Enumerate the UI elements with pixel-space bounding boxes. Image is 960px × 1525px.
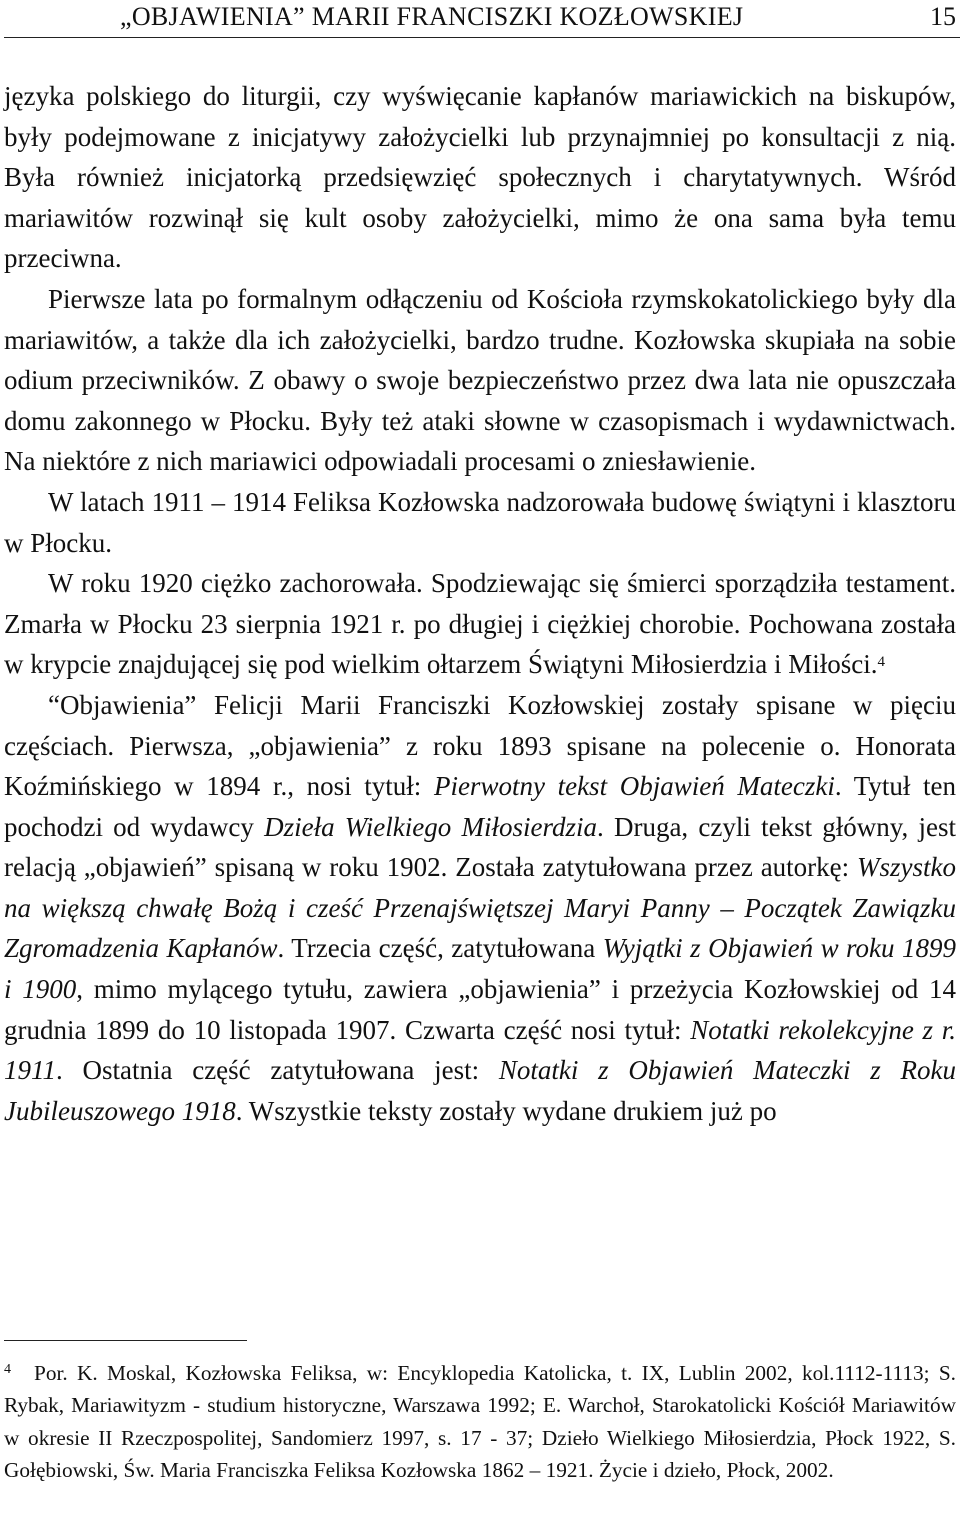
running-header	[0, 0, 960, 50]
paragraph-1: języka polskiego do liturgii, czy wyświęcanie kapłanów mariawickich na biskupów, były podejmowane z inicjatywy założycielki lub przynajmniej po konsultacji z nią. Była również inicjatorką przedsięwzięć społecznych i charytatywnych. Wśród mariawitów rozwinął się kult osoby założycielki, mimo że ona sama była temu przeciwna.	[4, 81, 956, 274]
title-notatki-rekolekcyjne: Notatki rekolekcyjne z r. 1911	[4, 1014, 956, 1086]
footnote-rule	[4, 1340, 247, 1341]
running-head-title: „OBJAWIENIA” MARII FRANCISZKI KOZŁOWSKIEJ	[120, 2, 744, 31]
p5-text-1: “Objawienia” Felicji Marii Franciszki Kozłowskiej zostały spisane w pięciu częściach. Pierwsza, „objawienia” z roku 1893 spisane na polecenie o. Honorata Koźmińskiego w 1894 r., nosi tytuł:	[4, 689, 956, 802]
paragraph-5	[4, 685, 956, 1132]
p5-text-2: . Tytuł ten pochodzi od wydawcy	[4, 771, 957, 842]
p5-text-7: . Wszystkie teksty zostały wydane drukiem już po	[235, 1095, 777, 1126]
footnote-number: 4	[4, 1362, 11, 1377]
title-notatki-jubileuszowe: Notatki z Objawień Mateczki z Roku Jubileuszowego 1918	[4, 1055, 957, 1126]
footnote-reference[interactable]: 4	[877, 654, 886, 671]
p5-text-4: . Trzecia część, zatytułowana	[277, 933, 603, 964]
paragraph-3: W latach 1911 – 1914 Feliksa Kozłowska nadzorowała budowę świątyni i klasztoru w Płocku.	[4, 486, 956, 558]
header-rule	[4, 37, 960, 38]
paragraph-4-text: W roku 1920 ciężko zachorowała. Spodziewając się śmierci sporządziła testament. Zmarła w Płocku 23 sierpnia 1921 r. po długiej i ciężkiej chorobie. Pochowana została w krypcie znajdującej się pod wielkim ołtarzem Świątyni Miłosierdzia i Miłości.	[4, 568, 956, 680]
body-text	[4, 76, 956, 1131]
p5-text-3: . Druga, czyli tekst główny, jest relacją „objawień” spisaną w roku 1902. Została zatytułowana przez autorkę:	[4, 811, 956, 883]
paragraph-4	[4, 563, 956, 685]
title-pierwotny-tekst: Pierwotny tekst Objawień Mateczki	[433, 771, 835, 802]
footnote-text: Por. K. Moskal, Kozłowska Feliksa, w: Encyklopedia Katolicka, t. IX, Lublin 2002, kol.1112-1113; S. Rybak, Mariawityzm - studium historyczne, Warszawa 1992; E. Warchoł, Starokatolicki Kościół Mariawitów w okresie II Rzeczpospolitej, Sandomierz 1997, s. 17 - 37; Dzieło Wielkiego Miłosierdzia, Płock 1922, S. Gołębiowski, Św. Maria Franciszka Feliksa Kozłowska 1862 – 1921. Życie i dzieło, Płock, 2002.	[4, 1361, 956, 1483]
p5-text-5: , mimo mylącego tytułu, zawiera „objawienia” i przeżycia Kozłowskiej od 14 grudnia 1899 do 10 listopada 1907. Czwarta część nosi tytuł:	[4, 974, 956, 1045]
title-wyjatki: Wyjątki z Objawień w roku 1899 i 1900	[4, 933, 956, 1005]
page-number: 15	[930, 2, 956, 31]
title-wszystko-na-wieksza: Wszystko na większą chwałę Bożą i cześć Przenajświętszej Maryi Panny – Początek Zawiązku Zgromadzenia Kapłanów	[4, 852, 956, 964]
footnote-4	[4, 1357, 956, 1487]
p5-text-6: . Ostatnia część zatytułowana jest:	[56, 1055, 499, 1086]
footnotes	[4, 1357, 956, 1487]
paragraph-2: Pierwsze lata po formalnym odłączeniu od Kościoła rzymskokatolickiego były dla mariawitów, a także dla ich założycielki, bardzo trudne. Kozłowska skupiała na sobie odium przeciwników. Z obawy o swoje bezpieczeństwo przez dwa lata nie opuszczała domu zakonnego w Płocku. Były też ataki słowne w czasopismach i wydawnictwach. Na niektóre z nich mariawici odpowiadali procesami o zniesławienie.	[4, 283, 956, 477]
title-dziela-wielkiego: Dzieła Wielkiego Miłosierdzia	[264, 811, 597, 842]
